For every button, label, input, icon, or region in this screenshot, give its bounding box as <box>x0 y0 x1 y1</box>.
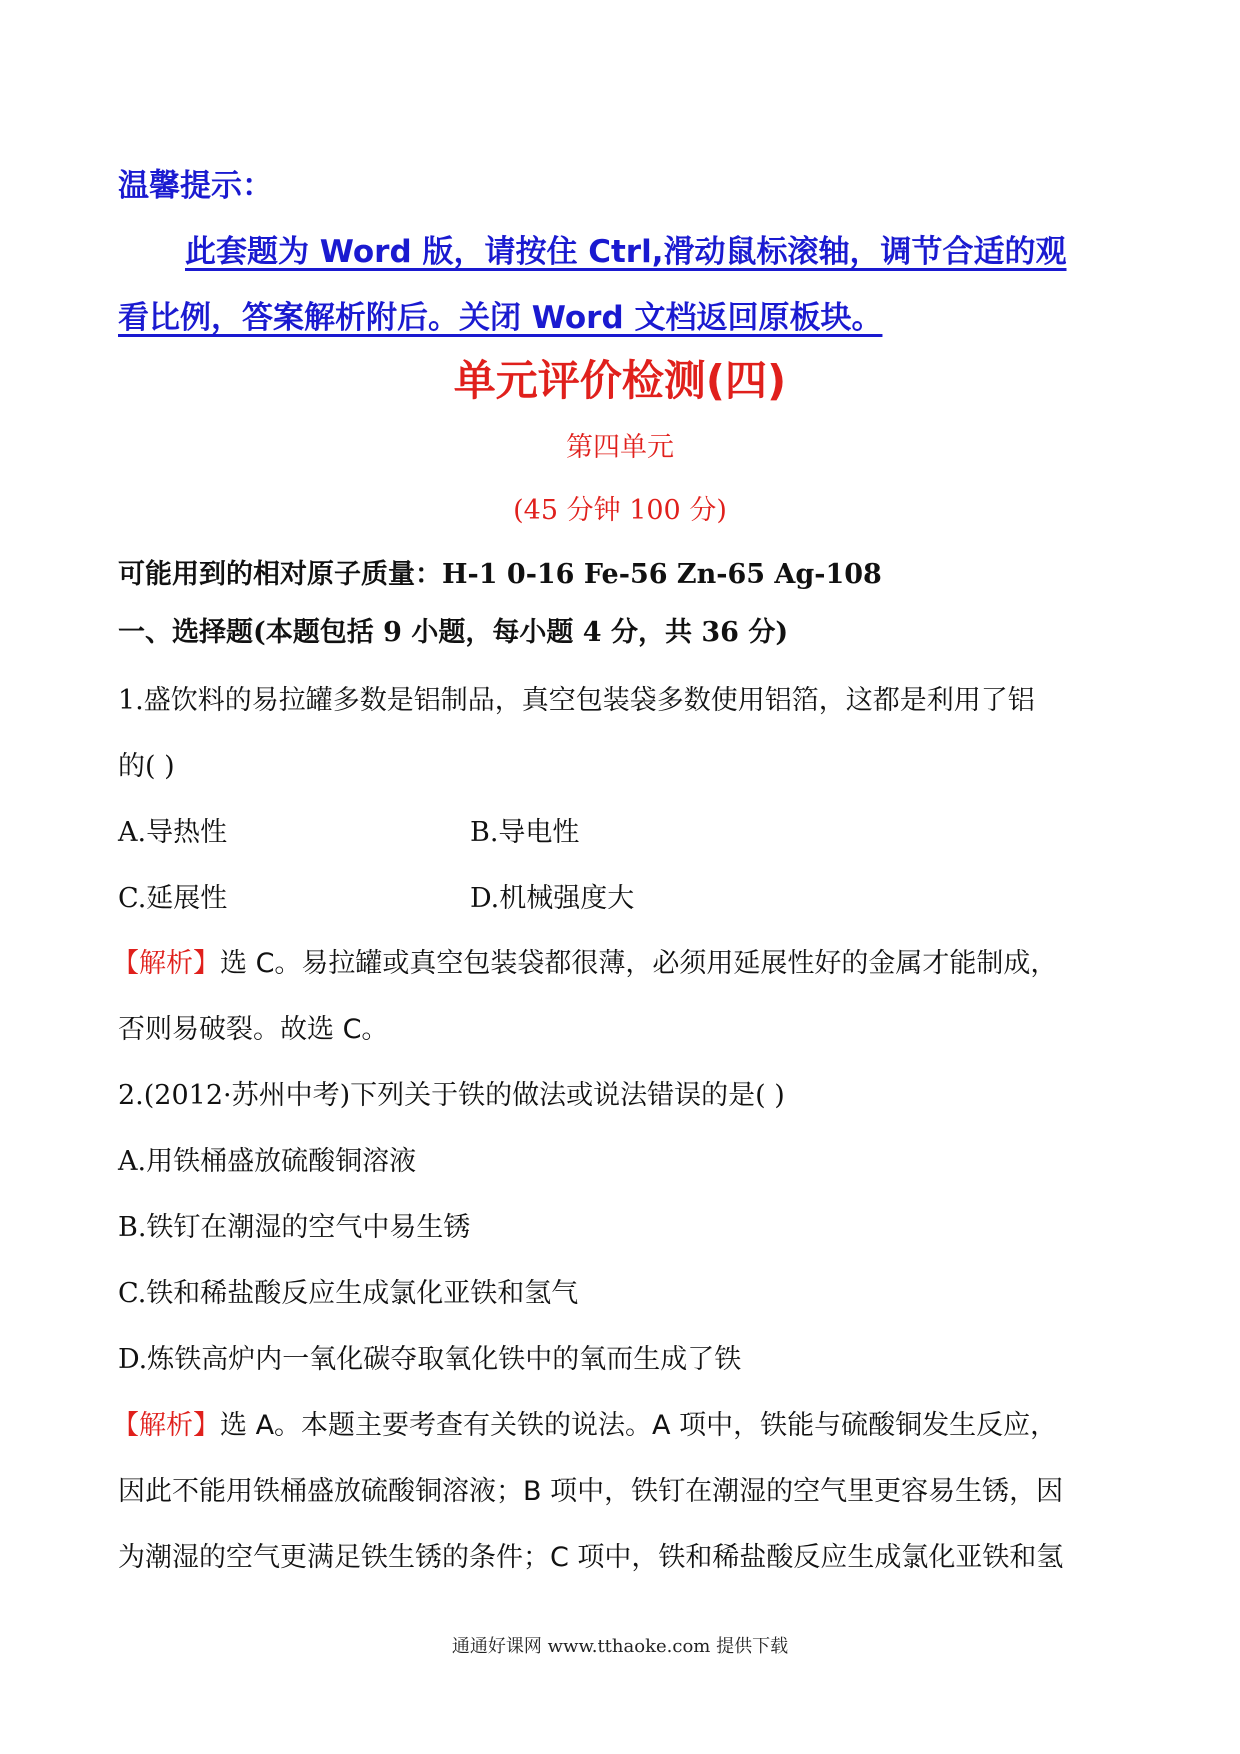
notice-line-2[interactable]: 看比例，答案解析附后。关闭 Word 文档返回原板块。 <box>118 300 883 336</box>
q2-option-c: C.铁和稀盐酸反应生成氯化亚铁和氢气 <box>118 1278 579 1309</box>
q2-analysis-line-2: 因此不能用铁桶盛放硫酸铜溶液；B 项中，铁钉在潮湿的空气里更容易生锈，因 <box>118 1476 1064 1507</box>
q2-option-d: D.炼铁高炉内一氧化碳夺取氧化铁中的氧而生成了铁 <box>118 1344 742 1375</box>
analysis-text: 选 A。本题主要考查有关铁的说法。A 项中，铁能与硫酸铜发生反应， <box>220 1410 1058 1441</box>
q2-option-b: B.铁钉在潮湿的空气中易生锈 <box>118 1212 471 1243</box>
q1-option-c: C.延展性 <box>118 883 228 914</box>
q2-analysis-line-1 <box>112 1403 1057 1442</box>
q1-stem-line-2: 的( ) <box>118 751 175 782</box>
q1-analysis-line-1 <box>112 941 1057 980</box>
notice-heading: 温馨提示： <box>118 168 273 204</box>
q1-option-a: A.导热性 <box>118 817 228 848</box>
section-heading: 一、选择题(本题包括 9 小题，每小题 4 分，共 36 分) <box>118 617 789 648</box>
q2-analysis-line-3: 为潮湿的空气更满足铁生锈的条件；C 项中，铁和稀盐酸反应生成氯化亚铁和氢 <box>118 1542 1064 1573</box>
notice-line-1[interactable]: 此套题为 Word 版，请按住 Ctrl,滑动鼠标滚轴，调节合适的观 <box>185 234 1067 270</box>
analysis-label: 【解析】 <box>112 1410 220 1441</box>
analysis-text: 选 C。易拉罐或真空包装袋都很薄，必须用延展性好的金属才能制成， <box>220 948 1058 979</box>
q1-option-b: B.导电性 <box>470 817 580 848</box>
analysis-label: 【解析】 <box>112 948 220 979</box>
unit-subtitle: 第四单元 <box>566 432 674 463</box>
page-title: 单元评价检测(四) <box>453 356 787 405</box>
q2-option-a: A.用铁桶盛放硫酸铜溶液 <box>118 1146 417 1177</box>
atomic-masses: 可能用到的相对原子质量：H-1 0-16 Fe-56 Zn-65 Ag-108 <box>118 559 882 590</box>
page-footer: 通通好课网 www.tthaoke.com 提供下载 <box>451 1636 789 1657</box>
q1-option-d: D.机械强度大 <box>470 883 635 914</box>
time-score: (45 分钟 100 分) <box>513 495 727 526</box>
q1-analysis-line-2: 否则易破裂。故选 C。 <box>118 1014 389 1045</box>
q2-stem: 2.(2012·苏州中考)下列关于铁的做法或说法错误的是( ) <box>118 1080 785 1111</box>
q1-stem-line-1: 1.盛饮料的易拉罐多数是铝制品，真空包装袋多数使用铝箔，这都是利用了铝 <box>118 685 1035 716</box>
